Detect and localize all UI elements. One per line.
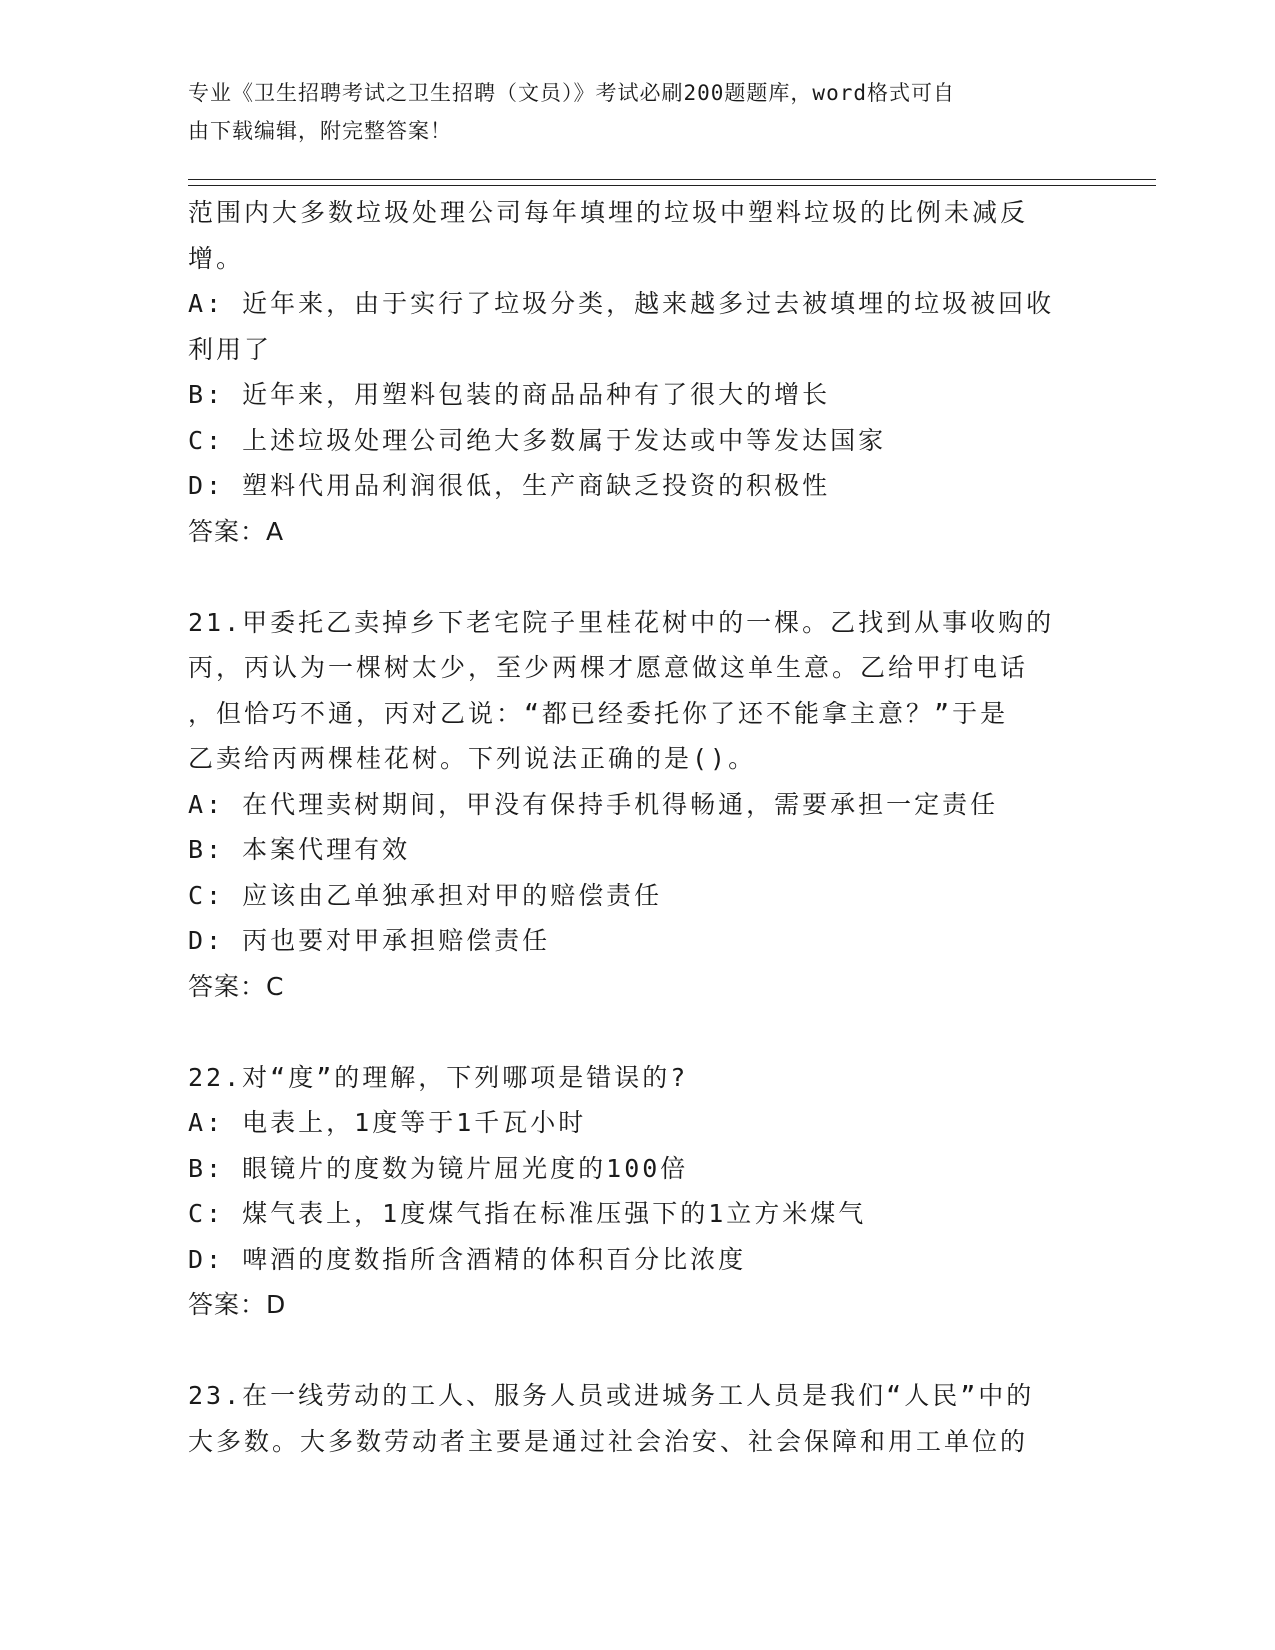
option-d: D: 塑料代用品利润很低，生产商缺乏投资的积极性 <box>188 471 831 500</box>
question-23 <box>188 1373 1088 1464</box>
spacer <box>188 554 1088 600</box>
option-a: A: 近年来，由于实行了垃圾分类，越来越多过去被填埋的垃圾被回收 <box>188 289 1055 318</box>
answer-line: 答案：A <box>188 516 285 546</box>
question-21 <box>188 600 1088 1010</box>
header-title-line-2: 由下载编辑，附完整答案！ <box>188 119 452 143</box>
question-20 <box>188 190 1088 554</box>
question-list <box>188 190 1088 1464</box>
spacer <box>188 1328 1088 1374</box>
header-divider-top <box>188 179 1156 180</box>
question-stem-line: 乙卖给丙两棵桂花树。下列说法正确的是()。 <box>188 744 757 773</box>
header-title-line-1: 专业《卫生招聘考试之卫生招聘（文员）》考试必刷200题题库，word格式可自 <box>188 81 955 105</box>
question-stem-line: 丙，丙认为一棵树太少，至少两棵才愿意做这单生意。乙给甲打电话 <box>188 653 1029 682</box>
option-b: B: 本案代理有效 <box>188 835 411 864</box>
option-c: C: 煤气表上，1度煤气指在标准压强下的1立方米煤气 <box>188 1199 867 1228</box>
question-stem-line: 范围内大多数垃圾处理公司每年填埋的垃圾中塑料垃圾的比例未减反 <box>188 198 1029 227</box>
option-a: A: 在代理卖树期间，甲没有保持手机得畅通，需要承担一定责任 <box>188 789 999 819</box>
option-a: A: 电表上，1度等于1千瓦小时 <box>188 1108 587 1137</box>
question-stem-line: 23.在一线劳动的工人、服务人员或进城务工人员是我们“人民”中的 <box>188 1381 1035 1410</box>
header-divider-bottom <box>188 185 1156 186</box>
question-stem-line: ，但恰巧不通，丙对乙说：“都已经委托你了还不能拿主意？”于是 <box>188 698 1009 728</box>
spacer <box>188 1009 1088 1055</box>
option-b: B: 近年来，用塑料包装的商品品种有了很大的增长 <box>188 380 831 409</box>
question-stem-line: 22.对“度”的理解，下列哪项是错误的? <box>188 1062 689 1092</box>
question-stem-line: 增。 <box>188 243 245 273</box>
answer-line: 答案：D <box>188 1290 287 1319</box>
option-c: C: 应该由乙单独承担对甲的赔偿责任 <box>188 880 663 910</box>
option-b: B: 眼镜片的度数为镜片屈光度的100倍 <box>188 1153 689 1183</box>
question-22 <box>188 1055 1088 1328</box>
document-header <box>188 74 1068 150</box>
option-d: D: 啤酒的度数指所含酒精的体积百分比浓度 <box>188 1244 747 1274</box>
question-stem-line: 大多数。大多数劳动者主要是通过社会治安、社会保障和用工单位的 <box>188 1426 1029 1456</box>
option-d: D: 丙也要对甲承担赔偿责任 <box>188 926 551 955</box>
option-c: C: 上述垃圾处理公司绝大多数属于发达或中等发达国家 <box>188 425 887 455</box>
question-stem-line: 21.甲委托乙卖掉乡下老宅院子里桂花树中的一棵。乙找到从事收购的 <box>188 607 1055 637</box>
option-a-continued: 利用了 <box>188 334 273 364</box>
answer-line: 答案：C <box>188 971 285 1001</box>
